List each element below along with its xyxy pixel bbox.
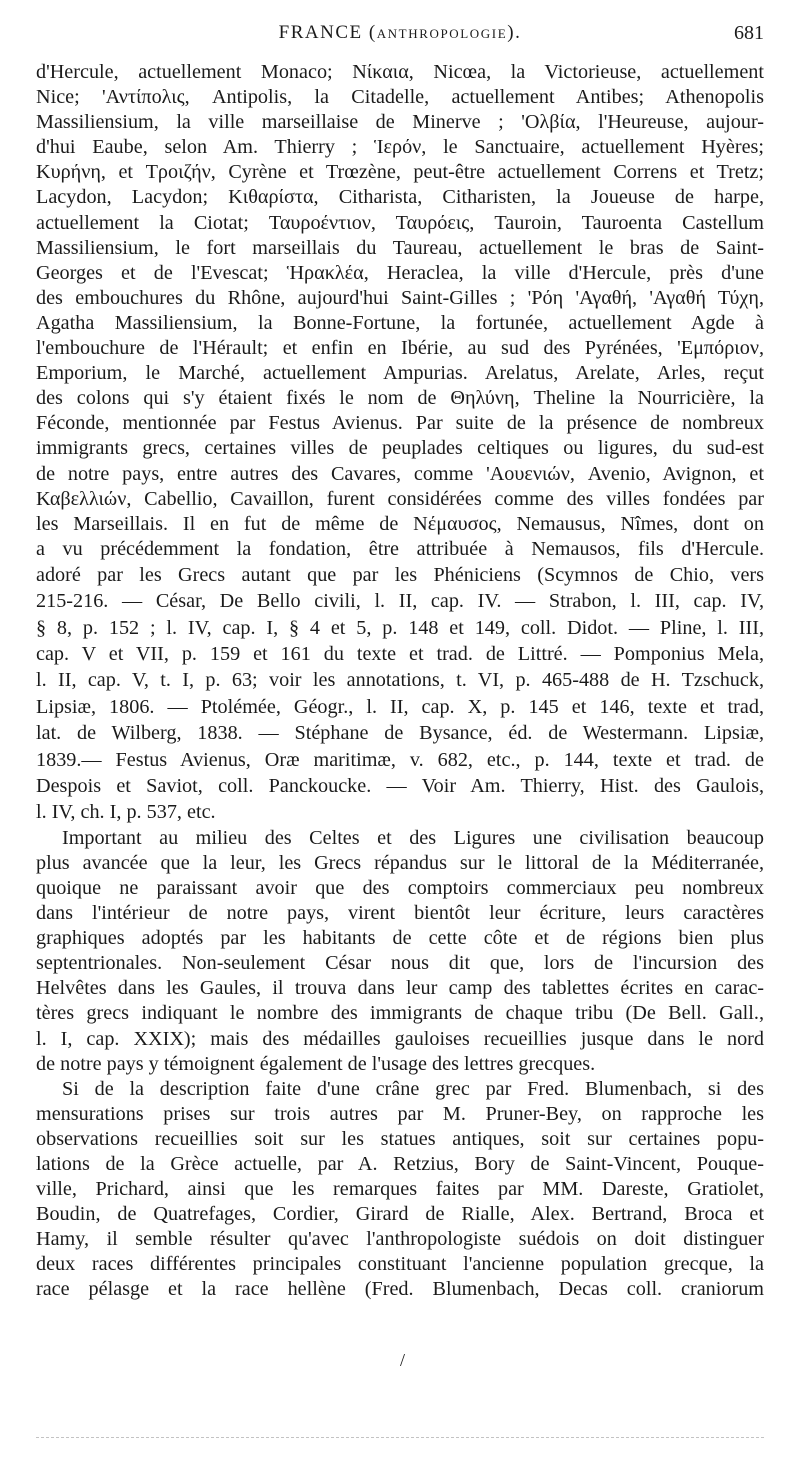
- header-title-small-caps: ANTHROPOLOGIE: [376, 26, 508, 41]
- text-line: de notre pays, entre autres des Cavares, comme 'Αουενιών, Avenio, Avignon, et: [36, 462, 764, 485]
- text-line: lations de la Grèce actuelle, par A. Retzius, Bory de Saint-Vincent, Pouque-: [36, 1153, 764, 1175]
- paragraph-first-line: Si de la description faite d'une crâne grec par Fred. Blumenbach, si des: [62, 1077, 764, 1100]
- text-line: Georges et de l'Evescat; Ἡρακλέα, Heraclea, la ville d'Hercule, près d'une: [36, 261, 764, 284]
- text-line: Κυρήνη, et Τροιζήν, Cyrène et Trœzène, peut-être actuellement Correns et Tretz;: [36, 161, 764, 184]
- text-line: des colons qui s'y étaient fixés le nom de Θηλύνη, Theline la Nourricière, la: [36, 387, 764, 410]
- text-line: les Marseillais. Il en fut de même de Νέμαυσος, Nemausus, Nîmes, dont on: [36, 512, 764, 535]
- text-line: d'Hercule, actuellement Monaco; Νίκαια, Nicœa, la Victorieuse, actuellement: [36, 61, 764, 83]
- note-line: adoré par les Grecs autant que par les Phéniciens (Scymnos de Chio, vers: [36, 563, 764, 586]
- text-line: Καβελλιών, Cabellio, Cavaillon, furent considérées comme des villes fondées par: [36, 487, 764, 510]
- text-line: mensurations prises sur trois autres par M. Pruner-Bey, on rapproche les: [36, 1102, 764, 1125]
- text-line: l'embouchure de l'Hérault; et enfin en Ibérie, au sud des Pyrénées, 'Εμπόριον,: [36, 337, 764, 360]
- text-line: Nice; 'Αντίπολις, Antipolis, la Citadelle, actuellement Antibes; Athenopolis: [36, 86, 764, 109]
- text-line: Helvêtes dans les Gaules, il trouva dans leur camp des tablettes écrites en carac-: [36, 977, 764, 1000]
- text-line: quoique ne paraissant avoir que des comptoirs commerciaux peu nombreux: [36, 876, 764, 899]
- text-line: Féconde, mentionnée par Festus Avienus. Par suite de la présence de nombreux: [36, 412, 764, 435]
- text-line: plus avancée que la leur, les Grecs répandus sur le littoral de la Méditerranée,: [36, 851, 764, 874]
- header-title-end: ).: [507, 22, 522, 43]
- text-line: Massiliensium, le fort marseillais du Taureau, actuellement le bras de Saint-: [36, 236, 764, 259]
- note-line: Lipsiæ, 1806. — Ptolémée, Géogr., l. II, cap. X, p. 145 et 146, texte et trad,: [36, 695, 764, 718]
- text-line: Boudin, de Quatrefages, Cordier, Girard de Rialle, Alex. Bertrand, Broca et: [36, 1203, 764, 1226]
- text-line: septentrionales. Non-seulement César nous dit que, lors de l'incursion des: [36, 952, 764, 975]
- text-line: des embouchures du Rhône, aujourd'hui Saint-Gilles ; 'Ρόη 'Αγαθή, 'Αγαθή Τύχη,: [36, 286, 764, 309]
- text-line: graphiques adoptés par les habitants de cette côte et de régions bien plus: [36, 927, 764, 950]
- text-line: d'hui Eaube, selon Am. Thierry ; Ἱερόν, le Sanctuaire, actuellement Hyères;: [36, 136, 764, 159]
- note-line: cap. V et VII, p. 159 et 161 du texte et trad. de Littré. — Pomponius Mela,: [36, 643, 764, 666]
- text-line: dans l'intérieur de notre pays, virent bientôt leur écriture, leurs caractères: [36, 902, 764, 925]
- text-line: observations recueillies soit sur les statues antiques, soit sur certaines popu-: [36, 1127, 764, 1150]
- note-line: l. II, cap. V, t. I, p. 63; voir les annotations, t. VI, p. 465-488 de H. Tzschuck,: [36, 669, 764, 692]
- header-title-main: FRANCE (: [278, 22, 377, 43]
- text-line: l. I, cap. XXIX); mais des médailles gauloises recueillies jusque dans le nord: [36, 1027, 764, 1050]
- text-line: race pélasge et la race hellène (Fred. Blumenbach, Decas coll. craniorum: [36, 1278, 764, 1301]
- note-line: 215-216. — César, De Bello civili, l. II, cap. IV. — Strabon, l. III, cap. IV,: [36, 590, 764, 613]
- text-line: Massiliensium, la ville marseillaise de Minerve ; 'Ολβία, l'Heureuse, aujour-: [36, 111, 764, 134]
- page-number: 681: [734, 22, 764, 44]
- text-line: Lacydon, Lacydon; Κιθαρίστα, Citharista, Citharisten, la Joueuse de harpe,: [36, 186, 764, 209]
- text-line: Hamy, il semble résulter qu'avec l'anthropologiste suédois on doit distinguer: [36, 1228, 764, 1251]
- note-line: l. IV, ch. I, p. 537, etc.: [36, 801, 216, 824]
- running-head: [36, 22, 764, 52]
- body-text: [36, 60, 764, 1303]
- text-line: Emporium, le Marché, actuellement Ampurias. Arelatus, Arelate, Arles, reçut: [36, 362, 764, 385]
- note-line: 1839.— Festus Avienus, Oræ maritimæ, v. 682, etc., p. 144, texte et trad. de: [36, 748, 764, 771]
- text-line: actuellement la Ciotat; Ταυροέντιον, Ταυρόεις, Tauroin, Tauroenta Castellum: [36, 211, 764, 234]
- note-line: Despois et Saviot, coll. Panckoucke. — Voir Am. Thierry, Hist. des Gaulois,: [36, 775, 764, 797]
- text-line: deux races différentes principales constituant l'ancienne population grecque, la: [36, 1253, 764, 1276]
- stray-mark: /: [400, 1350, 406, 1370]
- text-line: ville, Prichard, ainsi que les remarques faites par MM. Dareste, Gratiolet,: [36, 1178, 764, 1201]
- text-line: tères grecs indiquant le nombre des immigrants de chaque tribu (De Bell. Gall.,: [36, 1002, 764, 1025]
- paragraph-first-line: Important au milieu des Celtes et des Ligures une civilisation beaucoup: [62, 826, 764, 849]
- page-bottom-rule: [36, 1437, 764, 1438]
- text-line: de notre pays y témoignent également de l'usage des lettres grecques.: [36, 1052, 596, 1075]
- header-title: [36, 22, 764, 44]
- text-line: a vu précédemment la fondation, être attribuée à Nemausos, fils d'Hercule.: [36, 537, 764, 560]
- note-line: lat. de Wilberg, 1838. — Stéphane de Bysance, éd. de Westermann. Lipsiæ,: [36, 722, 764, 745]
- text-line: immigrants grecs, certaines villes de peuplades celtiques ou ligures, du sud-est: [36, 437, 764, 460]
- text-line: Agatha Massiliensium, la Bonne-Fortune, la fortunée, actuellement Agde à: [36, 311, 764, 334]
- note-line: § 8, p. 152 ; l. IV, cap. I, § 4 et 5, p. 148 et 149, coll. Didot. — Pline, l. III,: [36, 616, 764, 639]
